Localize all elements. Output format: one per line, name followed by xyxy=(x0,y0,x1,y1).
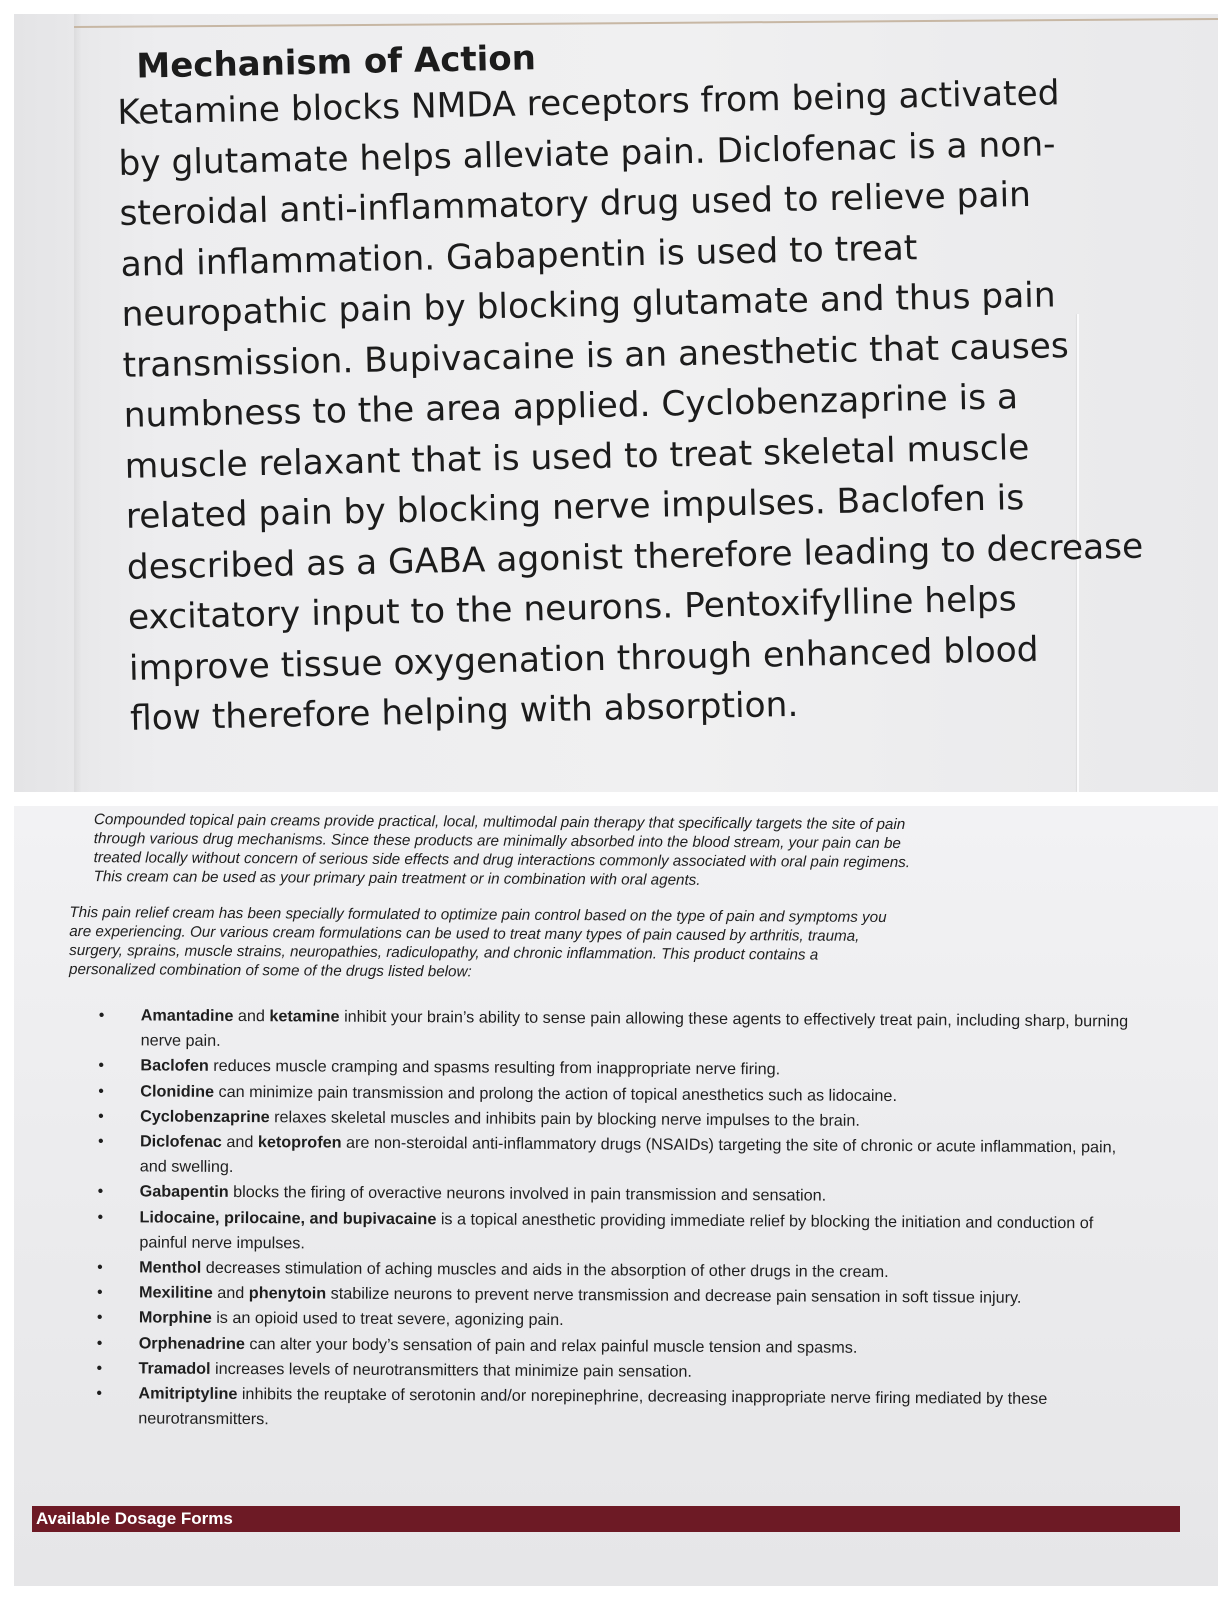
drug-description: stabilize neurons to prevent nerve transmission and decrease pain sensation in soft tissue injury. xyxy=(326,1284,1022,1308)
drug-list-item: • Diclofenac and ketoprofen are non-steroidal anti-inflammatory drugs (NSAIDs) targeting the site of chronic or acute inflammation, pain, and swelling. xyxy=(98,1129,1143,1186)
page-fold-shadow xyxy=(74,14,82,792)
mechanism-line: transmission. Bupivacaine is an anesthetic that causes xyxy=(122,325,1070,386)
intro-line: treated locally without concern of serious side effects and drug interactions commonly associated with oral pain regimens. xyxy=(93,849,911,872)
mechanism-line: neuropathic pain by blocking glutamate and thus pain xyxy=(121,275,1056,335)
mechanism-line: numbness to the area applied. Cyclobenzaprine is a xyxy=(123,377,1019,436)
drug-name: Clonidine xyxy=(140,1082,215,1101)
drug-name: Tramadol xyxy=(138,1359,211,1378)
drug-description: inhibits the reuptake of serotonin and/or norepinephrine, decreasing inappropriate nerve firing mediated by these neurotransmitters. xyxy=(138,1385,1048,1429)
drug-name: Cyclobenzaprine xyxy=(140,1107,270,1127)
mechanism-section xyxy=(116,23,1210,744)
drug-name: Gabapentin xyxy=(139,1182,229,1202)
intro-paragraph-1 xyxy=(70,810,1150,893)
mechanism-line: steroidal anti-inflammatory drug used to relieve pain xyxy=(119,174,1032,234)
mechanism-line: muscle relaxant that is used to treat skeletal muscle xyxy=(124,427,1030,487)
drug-name: Mexilitine xyxy=(138,1283,213,1303)
drug-description: relaxes skeletal muscles and inhibits pain by blocking nerve impulses to the brain. xyxy=(269,1108,860,1130)
drug-list-item xyxy=(96,1381,1141,1438)
drug-description: is a topical anesthetic providing immediate relief by blocking the initiation and conduction of painful nerve impulses. xyxy=(139,1209,1094,1253)
drug-name: Morphine xyxy=(138,1308,212,1328)
intro-paragraph-2 xyxy=(69,903,1149,986)
drug-description: can minimize pain transmission and prolong the action of topical anesthetics such as lidocaine. xyxy=(213,1082,898,1105)
drug-name: Diclofenac xyxy=(139,1132,222,1151)
mechanism-line: and inflammation. Gabapentin is used to treat xyxy=(120,227,918,285)
intro-line: are experiencing. Our various cream formulations can be used to treat many types of pain caused by arthritis, trauma, xyxy=(69,922,860,945)
intro-line: personalized combination of some of the drugs listed below: xyxy=(68,960,472,981)
drug-description: are non-steroidal anti-inflammatory drugs (NSAIDs) targeting the site of chronic or acute inflammation, pain, and swelling. xyxy=(139,1133,1117,1177)
mechanism-line: by glutamate helps alleviate pain. Diclofenac is a non- xyxy=(118,123,1056,184)
drug-name: ketamine xyxy=(269,1007,340,1026)
mechanism-line: flow therefore helping with absorption. xyxy=(129,684,799,739)
drug-list-item xyxy=(97,1205,1142,1262)
drug-name: phenytoin xyxy=(248,1284,327,1303)
drug-description: inhibit your brain’s ability to sense pain allowing these agents to effectively treat pain, including sharp, burning nerve pain. xyxy=(140,1007,1129,1051)
drug-description: blocks the firing of overactive neurons involved in pain transmission and sensation. xyxy=(228,1183,827,1206)
mechanism-title: Mechanism of Action xyxy=(136,38,537,87)
leaflet-section xyxy=(66,810,1150,1438)
drug-name: Amitriptyline xyxy=(138,1384,238,1404)
drug-description: increases levels of neurotransmitters that minimize pain sensation. xyxy=(210,1359,692,1381)
mechanism-line: related pain by blocking nerve impulses. Baclofen is xyxy=(125,478,1025,537)
mechanism-photo xyxy=(14,14,1218,792)
mechanism-line: excitatory input to the neurons. Pentoxifylline helps xyxy=(127,579,1017,638)
intro-line: surgery, sprains, muscle strains, neuropathies, radiculopathy, and chronic inflammation. This product contains a xyxy=(69,941,819,964)
intro-line: This pain relief cream has been specially formulated to optimize pain control based on the type of pain and symptoms you xyxy=(69,903,887,926)
drug-name: ketoprofen xyxy=(257,1133,342,1152)
drug-list-item: • Mexilitine and phenytoin stabilize neurons to prevent nerve transmission and decrease pain sensation in soft tissue injury. xyxy=(97,1280,1142,1312)
drug-name: Lidocaine, prilocaine, and bupivacaine xyxy=(139,1208,437,1228)
drug-description: reduces muscle cramping and spasms resulting from inappropriate nerve firing. xyxy=(208,1057,781,1079)
mechanism-body xyxy=(117,65,1211,744)
intro-line: through various drug mechanisms. Since these products are minimally absorbed into the blood stream, your pain can be xyxy=(93,830,901,853)
drug-description: can alter your body’s sensation of pain and relax painful muscle tension and spasms. xyxy=(244,1334,858,1357)
mechanism-line: described as a GABA agonist therefore leading to decrease xyxy=(126,526,1144,588)
drug-name: Menthol xyxy=(139,1258,202,1277)
drug-description: decreases stimulation of aching muscles and aids in the absorption of other drugs in the cream. xyxy=(201,1258,889,1282)
mechanism-line: improve tissue oxygenation through enhanced blood xyxy=(128,629,1039,689)
intro-line: Compounded topical pain creams provide practical, local, multimodal pain therapy that specifically targets the site of pain xyxy=(93,811,906,834)
mechanism-line: Ketamine blocks NMDA receptors from being activated xyxy=(116,73,1060,133)
drug-description: is an opioid used to treat severe, agonizing pain. xyxy=(211,1309,564,1330)
drug-name: Orphenadrine xyxy=(138,1334,245,1353)
drug-name: Amantadine xyxy=(140,1006,234,1026)
leaflet-photo xyxy=(14,806,1218,1586)
drug-list xyxy=(66,1003,1144,1438)
drug-list-item: • Amantadine and ketamine inhibit your brain’s ability to sense pain allowing these agents to effectively treat pain, including sharp, burning nerve pain. xyxy=(99,1003,1144,1060)
dosage-forms-heading: Available Dosage Forms xyxy=(32,1506,1180,1532)
drug-name: Baclofen xyxy=(140,1056,209,1076)
intro-line: This cream can be used as your primary pain treatment or in combination with oral agents. xyxy=(93,868,701,889)
